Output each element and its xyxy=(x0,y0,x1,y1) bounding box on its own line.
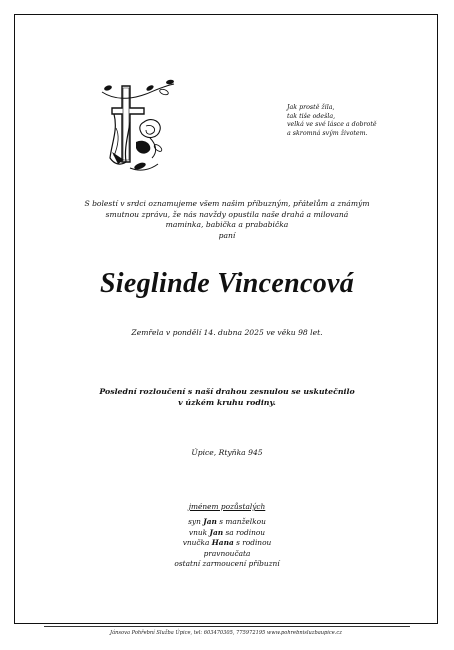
announcement-text xyxy=(40,199,414,241)
farewell-text xyxy=(20,386,434,408)
mourner-row: pravnoučata xyxy=(203,548,251,558)
address: Úpice, Rtyňka 945 xyxy=(191,448,263,457)
poem-line: tak tiše odešla, xyxy=(287,112,336,120)
footer-funeral-service: Jánsova Pohřební Služba Úpice, tel: 603470305, 775972195 www.pohrebnisluzbaupice.cz xyxy=(110,630,342,636)
poem-line: Jak prostě žila, xyxy=(287,104,335,111)
mourners-heading: jménem pozůstalých xyxy=(188,502,266,511)
mourners-list xyxy=(20,502,434,569)
poem xyxy=(287,104,377,138)
announcement-line: maminka, babička a prababička xyxy=(165,220,289,230)
death-date-line: Zemřela v pondělí 14. dubna 2025 ve věku 98 let. xyxy=(131,328,323,337)
farewell-line: v úzkém kruhu rodiny. xyxy=(178,398,276,407)
mourner-row: vnučka Hana s rodinou xyxy=(182,538,272,548)
announcement-line: S bolestí v srdci oznamujeme všem našim příbuzným, přátelům a známým xyxy=(84,199,370,208)
mourner-row: vnuk Jan sa rodinou xyxy=(188,527,266,537)
announcement-line: paní xyxy=(218,230,236,240)
footer-divider xyxy=(44,626,410,627)
poem-line: velká ve své lásce a dobrotě xyxy=(287,121,377,129)
mourner-row: syn Jan s manželkou xyxy=(188,517,266,527)
deceased-name: Sieglinde Vincencová xyxy=(99,268,355,299)
poem-line: a skromná svým životem. xyxy=(287,129,368,137)
rose-cross-icon xyxy=(100,78,178,178)
mourner-row: ostatní zarmoucení příbuzní xyxy=(174,559,280,569)
announcement-line: smutnou zprávu, že nás navždy opustila naše drahá a milovaná xyxy=(105,209,349,219)
farewell-line: Poslední rozloučení s naší drahou zesnulou se uskutečnilo xyxy=(99,387,355,396)
